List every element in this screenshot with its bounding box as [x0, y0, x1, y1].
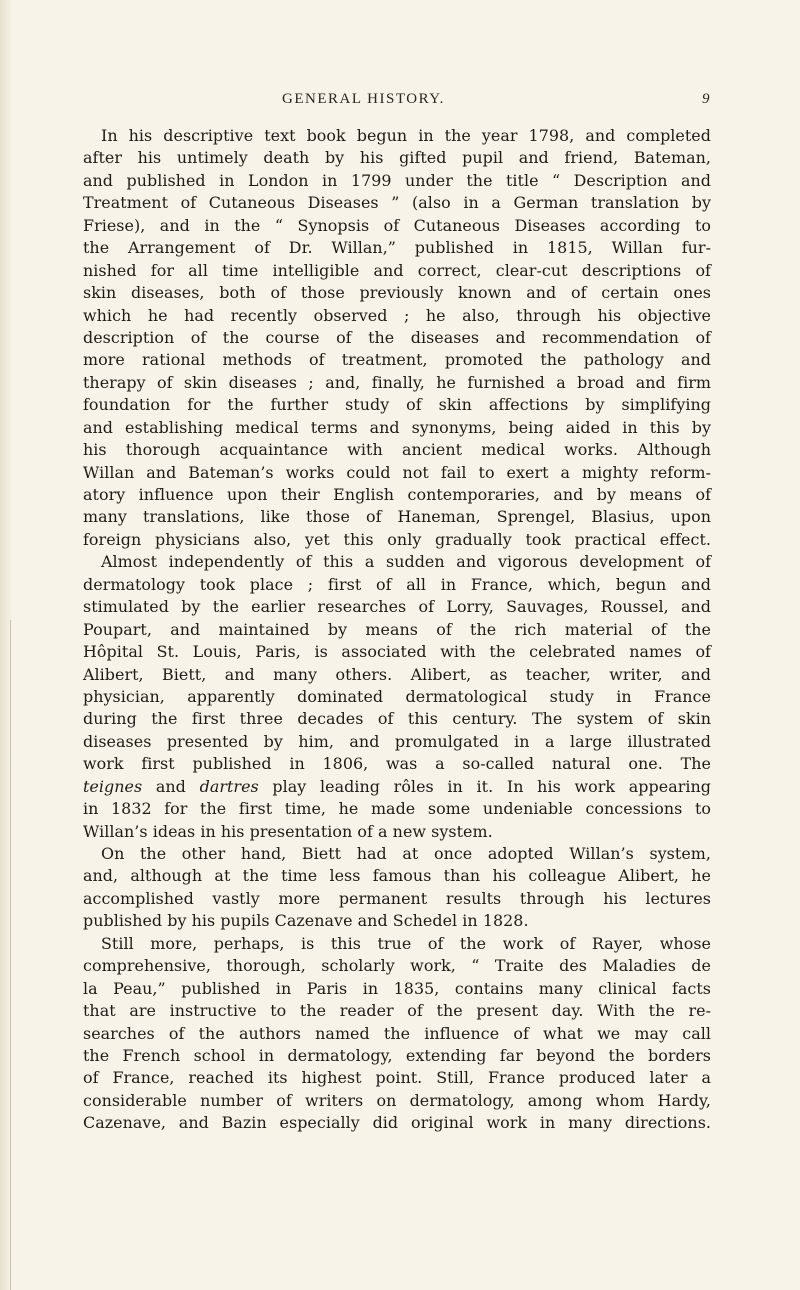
text-line: In his descriptive text book begun in the year 1798, and completed: [101, 126, 711, 145]
text-line: foundation for the further study of skin affections by simplifying: [83, 395, 711, 415]
running-head: [0, 91, 800, 115]
text-line: diseases presented by him, and promulgated in a large illustrated: [83, 731, 711, 751]
text-line: Treatment of Cutaneous Diseases ” (also in a German translation by: [83, 193, 711, 213]
text-line: foreign physicians also, yet this only gradually took practical effect.: [83, 529, 711, 549]
text-line: Cazenave, and Bazin especially did original work in many directions.: [83, 1113, 711, 1133]
text-line: the French school in dermatology, extending far beyond the borders: [83, 1045, 711, 1065]
text-line: physician, apparently dominated dermatological study in France: [83, 686, 711, 706]
text-line: therapy of skin diseases ; and, finally, he furnished a broad and firm: [83, 372, 711, 392]
text-line: of France, reached its highest point. Still, France produced later a: [83, 1068, 711, 1088]
text-line: searches of the authors named the influence of what we may call: [83, 1023, 711, 1043]
text-line: his thorough acquaintance with ancient medical works. Although: [83, 440, 711, 460]
text-line: nished for all time intelligible and correct, clear-cut descriptions of: [83, 260, 711, 280]
text-fragment: play leading rôles in it. In his work appearing: [258, 776, 711, 796]
text-line: Still more, perhaps, is this true of the work of Rayer, whose: [101, 933, 711, 953]
text-line: dermatology took place ; first of all in France, which, begun and: [83, 574, 711, 594]
text-line: that are instructive to the reader of the present day. With the re-: [83, 1001, 711, 1021]
text-line-with-italics: [83, 776, 711, 798]
running-head-title: GENERAL HISTORY.: [282, 91, 445, 107]
text-line: during the first three decades of this century. The system of skin: [83, 709, 711, 729]
text-line: description of the course of the diseases and recommendation of: [83, 327, 711, 347]
text-line: atory influence upon their English contemporaries, and by means of: [83, 485, 711, 504]
text-line: Alibert, Biett, and many others. Alibert, as teacher, writer, and: [83, 664, 711, 684]
text-line: On the other hand, Biett had at once adopted Willan’s system,: [101, 844, 711, 863]
italic-term-teignes: teignes: [83, 776, 143, 796]
text-line: published by his pupils Cazenave and Schedel in 1828.: [83, 911, 529, 931]
body-text: [83, 125, 711, 1135]
text-line: Willan’s ideas in his presentation of a new system.: [83, 821, 493, 841]
text-line: la Peau,” published in Paris in 1835, contains many clinical facts: [83, 978, 711, 998]
text-fragment: and: [142, 776, 200, 796]
page-edge-line: [10, 620, 11, 1290]
text-line: and establishing medical terms and synonyms, being aided in this by: [83, 417, 711, 437]
text-line: Poupart, and maintained by means of the rich material of the: [83, 619, 711, 639]
italic-term-dartres: dartres: [199, 776, 259, 796]
text-line: and, although at the time less famous than his colleague Alibert, he: [83, 866, 711, 886]
text-line: after his untimely death by his gifted pupil and friend, Bateman,: [83, 148, 711, 168]
text-line: which he had recently observed ; he also, through his objective: [83, 305, 711, 325]
text-line: Willan and Bateman’s works could not fail to exert a mighty reform-: [83, 462, 711, 482]
text-line: stimulated by the earlier researches of Lorry, Sauvages, Roussel, and: [83, 597, 711, 617]
text-line: many translations, like those of Haneman, Sprengel, Blasius, upon: [83, 507, 711, 527]
text-line: accomplished vastly more permanent results through his lectures: [83, 888, 711, 908]
text-line: comprehensive, thorough, scholarly work, “ Traite des Maladies de: [83, 956, 711, 976]
text-line: skin diseases, both of those previously known and of certain ones: [83, 283, 711, 303]
text-line: Hôpital St. Louis, Paris, is associated with the celebrated names of: [83, 642, 711, 662]
text-line: considerable number of writers on dermatology, among whom Hardy,: [83, 1090, 711, 1110]
page-number: 9: [702, 91, 710, 107]
text-line: work first published in 1806, was a so-called natural one. The: [83, 754, 711, 774]
text-line: in 1832 for the first time, he made some undeniable concessions to: [83, 799, 711, 819]
text-line: more rational methods of treatment, promoted the pathology and: [83, 350, 711, 370]
text-line: Friese), and in the “ Synopsis of Cutaneous Diseases according to: [83, 215, 711, 235]
text-line: the Arrangement of Dr. Willan,” published in 1815, Willan fur-: [83, 238, 711, 258]
text-line: and published in London in 1799 under the title “ Description and: [83, 170, 711, 190]
text-line: Almost independently of this a sudden and vigorous development of: [101, 552, 711, 572]
